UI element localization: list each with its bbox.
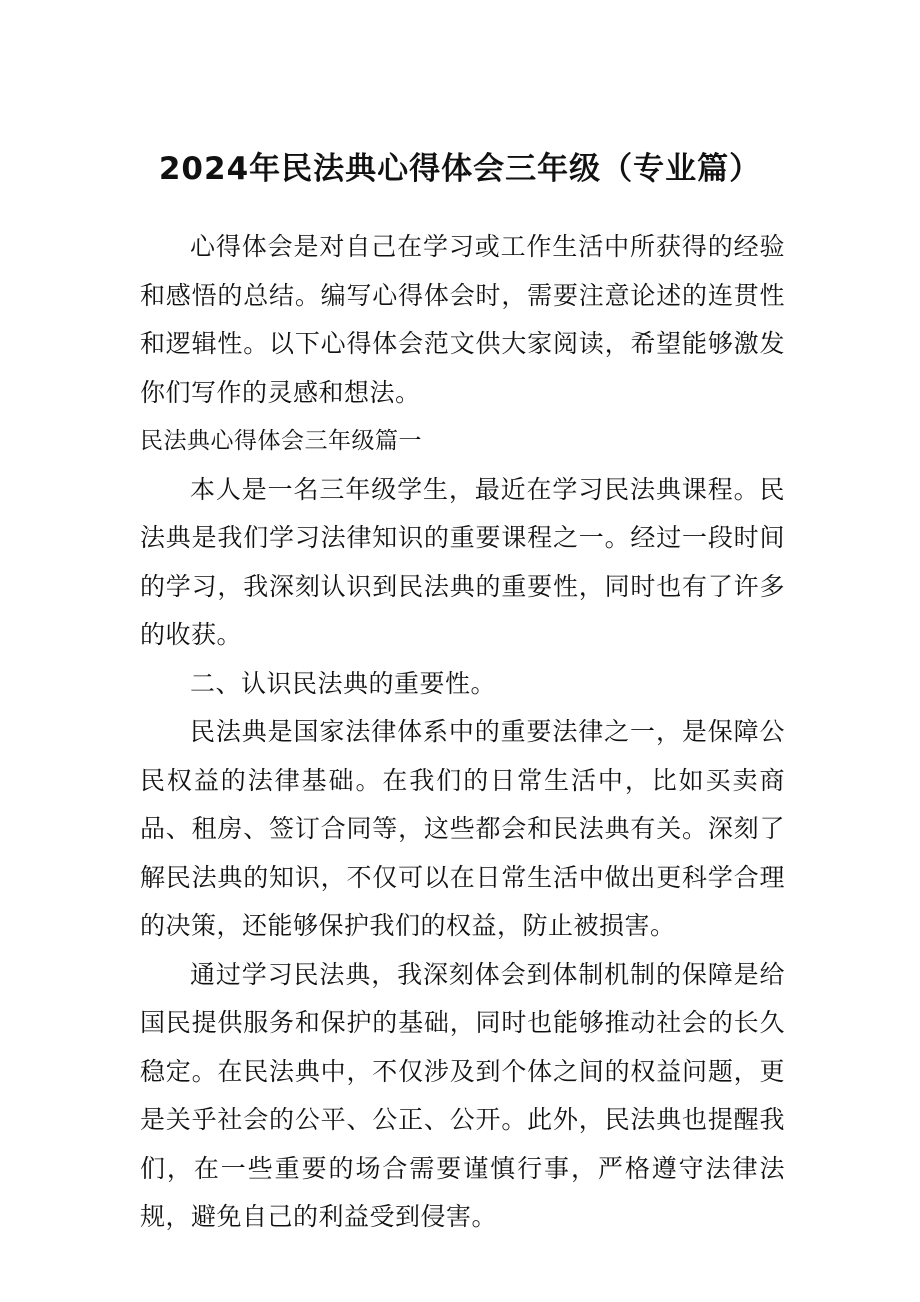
document-title: 2024年民法典心得体会三年级（专业篇）: [158, 151, 762, 187]
body-paragraph: 民法典是国家法律体系中的重要法律之一，是保障公民权益的法律基础。在我们的日常生活中，比如买卖商品、租房、签订合同等，这些都会和民法典有关。深刻了解民法典的知识，不仅可以在日常生活中做出更科学合理的决策，还能够保护我们的权益，防止被损害。: [140, 717, 785, 940]
section-heading: 民法典心得体会三年级篇一: [140, 428, 422, 454]
body-paragraph: 本人是一名三年级学生，最近在学习民法典课程。民法典是我们学习法律知识的重要课程之一。经过一段时间的学习，我深刻认识到民法典的重要性，同时也有了许多的收获。: [140, 474, 785, 649]
body-paragraph: 通过学习民法典，我深刻体会到体制机制的保障是给国民提供服务和保护的基础，同时也能够推动社会的长久稳定。在民法典中，不仅涉及到个体之间的权益问题，更是关乎社会的公平、公正、公开。此外，民法典也提醒我们，在一些重要的场合需要谨慎行事，严格遵守法律法规，避免自己的利益受到侵害。: [140, 959, 785, 1231]
subsection-heading: 二、认识民法典的重要性。: [190, 668, 497, 698]
intro-paragraph: 心得体会是对自己在学习或工作生活中所获得的经验和感悟的总结。编写心得体会时，需要注意论述的连贯性和逻辑性。以下心得体会范文供大家阅读，希望能够激发你们写作的灵感和想法。: [140, 232, 785, 407]
document-body: [140, 223, 785, 1242]
